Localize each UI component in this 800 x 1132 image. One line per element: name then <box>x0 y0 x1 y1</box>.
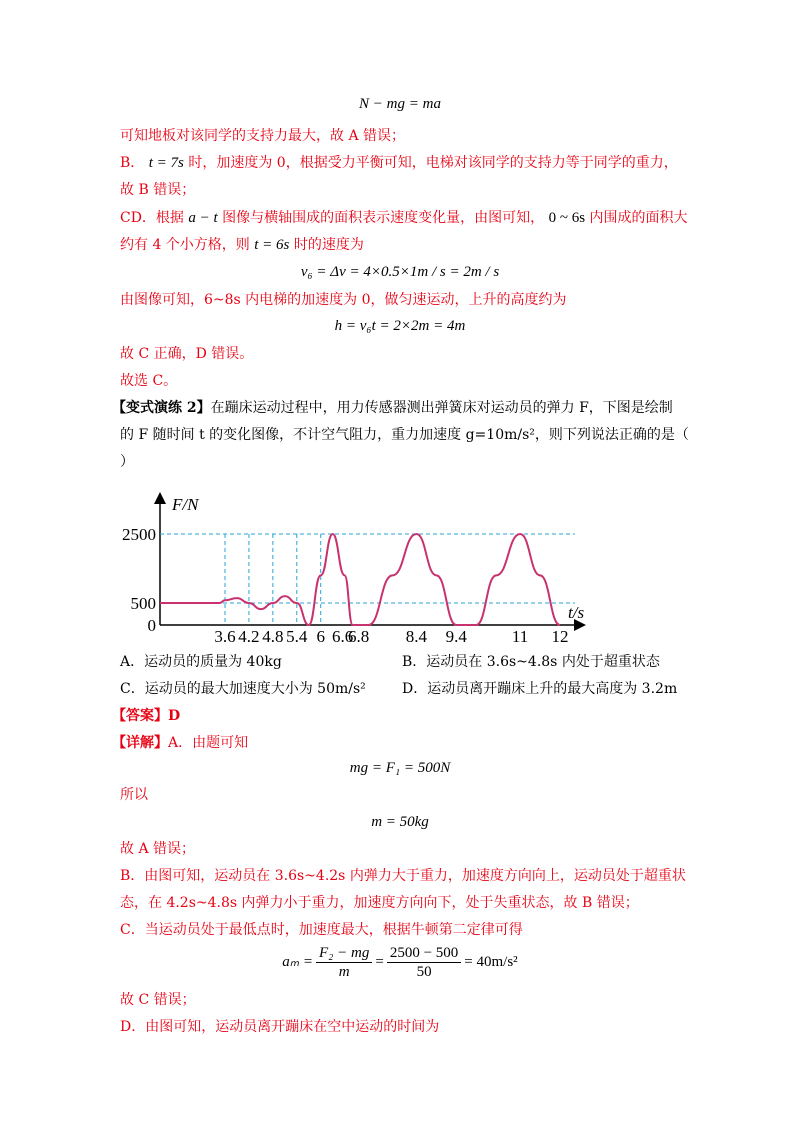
equation-text: h = v₆t = 2×2m = 4m <box>334 318 466 334</box>
para-d-1: D．由图可知，运动员离开蹦床在空中运动的时间为 <box>120 1019 440 1035</box>
answer-text: 【答案】D <box>112 708 181 724</box>
para-7: 故 C 正确，D 错误。 <box>120 346 254 362</box>
option-d[interactable]: D．运动员离开蹦床上升的最大高度为 3.2m <box>402 681 678 697</box>
option-b[interactable]: B．运动员在 3.6s~4.8s 内处于超重状态 <box>402 654 660 670</box>
x-tick-label: 12 <box>551 627 569 645</box>
x-tick-label: 4.8 <box>262 627 284 645</box>
para-c-1: C．当运动员处于最低点时，加速度最大，根据牛顿第二定律可得 <box>120 922 523 938</box>
equation-am-rhs: = 40m/s² <box>464 954 518 970</box>
fraction-1-denominator: m <box>338 963 350 980</box>
y-tick-labels <box>122 525 156 635</box>
x-tick-label: 11 <box>511 627 529 645</box>
detail-a-text: A．由题可知 <box>168 735 249 751</box>
equation-v6 <box>0 262 800 282</box>
fraction-2 <box>387 944 461 981</box>
equation-am-lhs: aₘ = <box>282 954 314 970</box>
equation-mg <box>0 758 800 778</box>
para-5-math: t = 6s <box>254 237 290 253</box>
fraction-1-numerator: F₂ − mg <box>316 944 372 963</box>
so-text: 所以 <box>120 787 148 803</box>
guide-lines <box>160 534 575 625</box>
para-4-prefix: CD．根据 <box>120 210 184 226</box>
para-4-tail: 内围成的面积大 <box>589 210 688 226</box>
para-4-math-1: a − t <box>188 210 218 226</box>
para-2-text: 时，加速度为 0，根据受力平衡可知，电梯对该同学的支持力等于同学的重力， <box>188 155 678 171</box>
equation-text: m = 50kg <box>371 814 429 830</box>
fraction-2-numerator: 2500 − 500 <box>387 944 461 963</box>
equation-text: v₆ = Δv = 4×0.5×1m / s = 2m / s <box>300 264 500 280</box>
y-tick-label: 500 <box>130 594 156 613</box>
fraction-1 <box>316 944 372 981</box>
x-axis-label: t/s <box>568 603 585 622</box>
answer <box>112 706 180 726</box>
question-line-2: 的 F 随时间 t 的变化图像，不计空气阻力，重力加速度 g=10m/s²，则下列说法正确的是（ <box>120 427 689 443</box>
equation-newton <box>0 94 800 114</box>
para-4-math-2: 0 ~ 6s <box>548 210 586 226</box>
para-5-prefix: 约有 4 个小方格，则 <box>120 237 250 253</box>
x-tick-label: 6.8 <box>347 627 370 645</box>
x-tick-label: 5.4 <box>286 627 308 645</box>
para-1: 可知地板对该同学的支持力最大，故 A 错误； <box>120 128 406 144</box>
para-5 <box>120 235 364 255</box>
para-2-math: t = 7s <box>148 155 184 171</box>
x-tick-label: 4.2 <box>238 627 260 645</box>
para-3: 故 B 错误； <box>120 182 196 198</box>
question-tag: 【变式演练 2】 <box>112 400 211 416</box>
equation-text: mg = F₁ = 500N <box>349 760 451 776</box>
force-curve <box>160 534 560 625</box>
x-tick-label: 8.4 <box>405 627 428 645</box>
y-axis-label: F/N <box>172 495 199 514</box>
para-2-prefix: B． <box>120 155 145 171</box>
para-b-2: 态，在 4.2s~4.8s 内弹力小于重力，加速度方向向下，处于失重状态，故 B 错误； <box>120 895 639 911</box>
para-2 <box>120 153 678 173</box>
x-tick-labels <box>214 627 568 645</box>
equation-m <box>0 812 800 832</box>
equals-sign: = <box>375 954 384 970</box>
para-4 <box>120 208 688 228</box>
a-wrong: 故 A 错误； <box>120 841 196 857</box>
x-tick-label: 9.4 <box>445 627 467 645</box>
equation-h <box>0 316 800 336</box>
para-8: 故选 C。 <box>120 373 178 389</box>
option-c[interactable]: C．运动员的最大加速度大小为 50m/s² <box>120 681 366 697</box>
c-wrong: 故 C 错误； <box>120 992 196 1008</box>
equation-text: N − mg = ma <box>359 96 441 112</box>
question-line-1 <box>112 398 673 418</box>
detail-a <box>112 733 248 753</box>
fraction-2-denominator: 50 <box>416 963 432 980</box>
question-text-1: 在蹦床运动过程中，用力传感器测出弹簧床对运动员的弹力 F，下图是绘制 <box>210 400 673 416</box>
y-tick-label: 2500 <box>122 525 156 544</box>
option-a[interactable]: A．运动员的质量为 40kg <box>120 654 282 670</box>
question-line-3: ） <box>120 454 134 470</box>
para-b-1: B．由图可知，运动员在 3.6s~4.2s 内弹力大于重力，加速度方向向上，运动员处于超重状 <box>120 868 686 884</box>
x-tick-label: 3.6 <box>214 627 236 645</box>
para-5-tail: 时的速度为 <box>293 237 364 253</box>
para-4-text: 图像与横轴围成的面积表示速度变化量，由图可知， <box>222 210 545 226</box>
para-6: 由图像可知，6~8s 内电梯的加速度为 0，做匀速运动，上升的高度约为 <box>120 292 567 308</box>
y-tick-label: 0 <box>147 616 156 635</box>
x-tick-label: 6.6 <box>332 627 354 645</box>
force-time-chart <box>120 490 590 645</box>
equation-am <box>0 940 800 984</box>
detail-prefix: 【详解】 <box>112 735 168 751</box>
x-tick-label: 6 <box>316 627 325 645</box>
